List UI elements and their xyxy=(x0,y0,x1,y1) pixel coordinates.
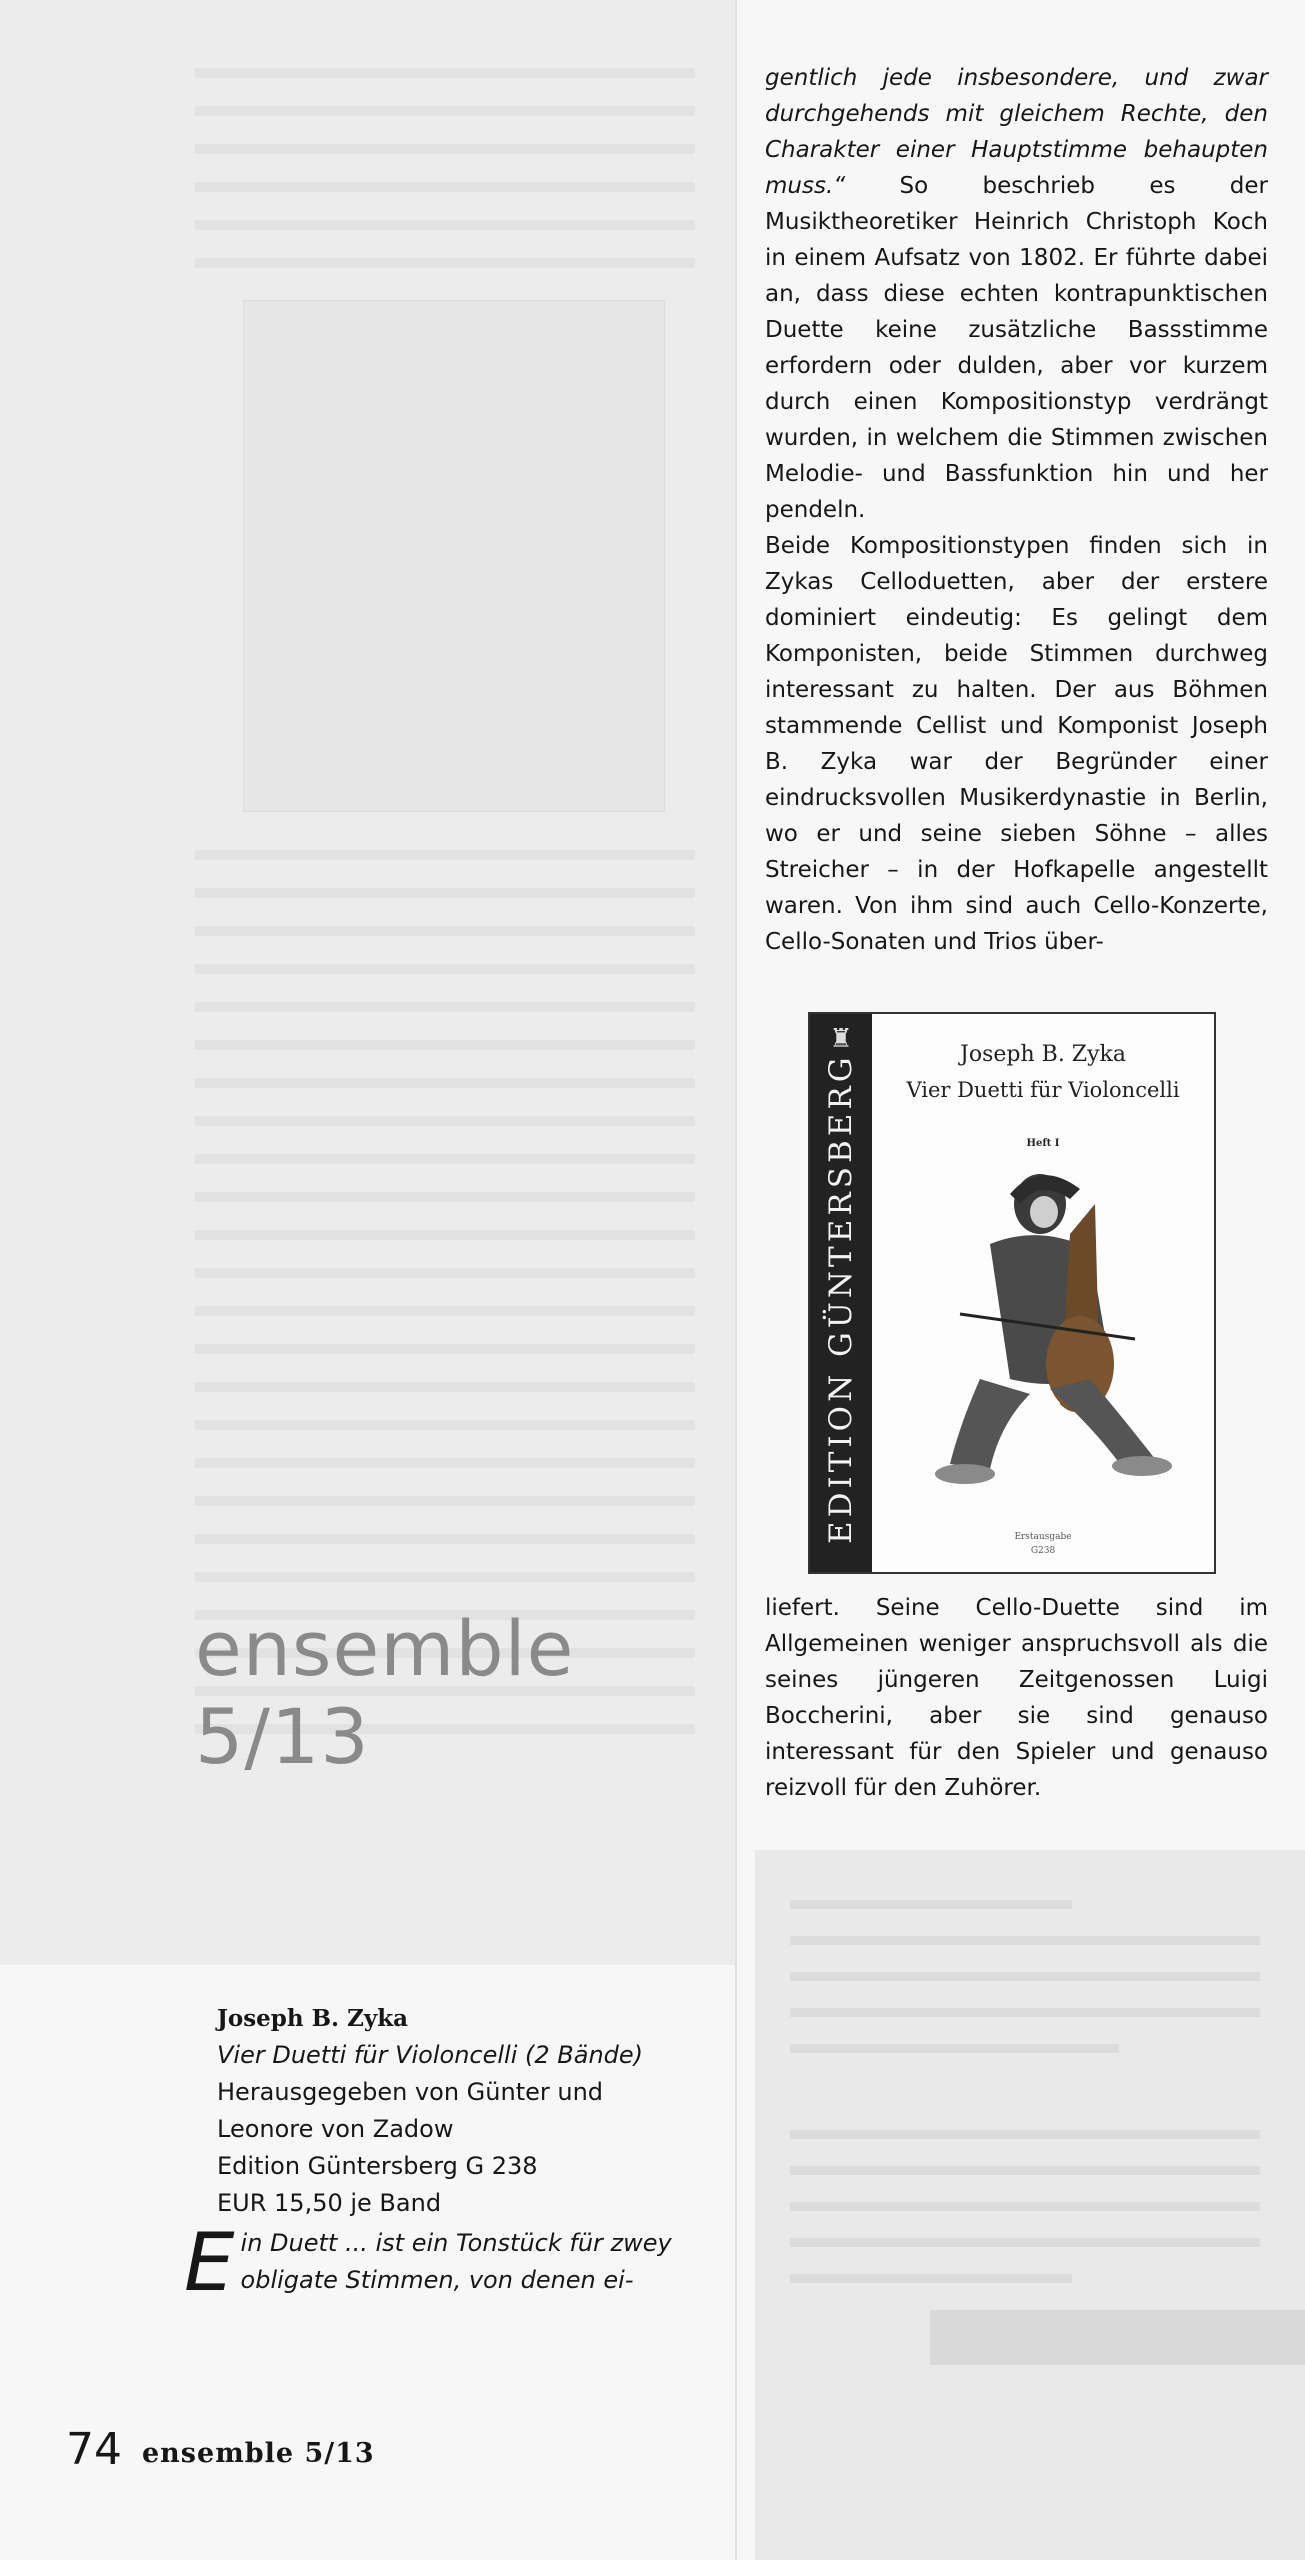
paragraph-1-text: So beschrieb es der Musiktheoretiker Heinrich Christoph Koch in einem Aufsatz von 1802. Er führte dabei an, dass diese echten kontrapunktischen Duette keine zusätzliche Bassstimme erfordern oder dulden, aber vor kurzem durch einen Kompositionstyp verdrängt wurden, in welchem die Stimmen zwischen Melodie- und Bassfunktion hin und her pendeln. xyxy=(765,173,1268,523)
faded-heading xyxy=(930,2310,1305,2365)
review-author: Joseph B. Zyka xyxy=(217,2005,409,2032)
watermark-line1: ensemble xyxy=(195,1604,575,1693)
lead-text: in Duett ... ist ein Tonstück für zwey obligate Stimmen, von denen ei- xyxy=(240,2229,672,2294)
magazine-watermark xyxy=(195,1605,574,1781)
cover-edition-note: Erstausgabe xyxy=(1014,1532,1072,1542)
article-column-bottom xyxy=(765,1590,1268,1806)
faded-text-block xyxy=(790,1900,1260,2080)
book-cover xyxy=(808,1012,1216,1574)
publisher-logo-icon: ♜ xyxy=(829,1024,853,1054)
footer-magazine: ensemble 5/13 xyxy=(142,2438,375,2469)
article-paragraph-3: liefert. Seine Cello-Duette sind im Allgemeinen weniger anspruchsvoll als die seines jüngeren Zeitgenossen Luigi Boccherini, aber sie sind genauso interessant für den Spieler und genauso reizvoll für den Zuhörer. xyxy=(765,1595,1268,1801)
cover-catalog-number: G238 xyxy=(1030,1546,1056,1556)
quote-italic: gentlich jede insbesondere, und zwar durchgehends mit gleichem Rechte, den Charakter einer Hauptstimme behaupten muss.“ xyxy=(765,65,1268,199)
review-price: EUR 15,50 je Band xyxy=(217,2189,442,2217)
cover-spine-text: EDITION GÜNTERSBERG xyxy=(823,1053,859,1544)
watermark-line2: 5/13 xyxy=(195,1692,370,1781)
article-paragraph-2: Beide Kompositionstypen finden sich in Zykas Celloduetten, aber der erstere dominiert eindeutig: Es gelingt dem Komponisten, beide Stimmen durchweg interessant zu halten. Der aus Böhmen stammende Cellist und Komponist Joseph B. Zyka war der Begründer einer eindrucksvollen Musikerdynastie in Berlin, wo er und seine sieben Söhne – alles Streicher – in der Hofkapelle angestellt waren. Von ihm sind auch Cello-Konzerte, Cello-Sonaten und Trios über- xyxy=(765,533,1268,955)
cover-spine xyxy=(810,1014,872,1572)
drop-cap: E xyxy=(184,2216,235,2309)
cover-composer: Joseph B. Zyka xyxy=(960,1042,1126,1067)
review-editors-2: Leonore von Zadow xyxy=(217,2115,454,2143)
cover-title: Vier Duetti für Violoncelli xyxy=(906,1078,1180,1102)
article-lead xyxy=(184,2216,704,2309)
faded-image xyxy=(243,300,665,812)
cover-volume: Heft I xyxy=(1026,1138,1060,1149)
article-paragraph-1 xyxy=(765,60,1268,528)
article-column-top xyxy=(765,60,1268,960)
faded-text-block xyxy=(790,2130,1260,2310)
faded-text-block xyxy=(195,68,695,296)
review-title: Vier Duetti für Violoncelli (2 Bände) xyxy=(217,2041,644,2069)
review-publisher: Edition Güntersberg G 238 xyxy=(217,2152,538,2180)
cellist-illustration-icon xyxy=(920,1164,1190,1494)
page-fold xyxy=(735,0,737,2560)
review-editors-1: Herausgegeben von Günter und xyxy=(217,2078,604,2106)
page-number: 74 xyxy=(66,2424,122,2475)
review-info xyxy=(217,2000,717,2222)
